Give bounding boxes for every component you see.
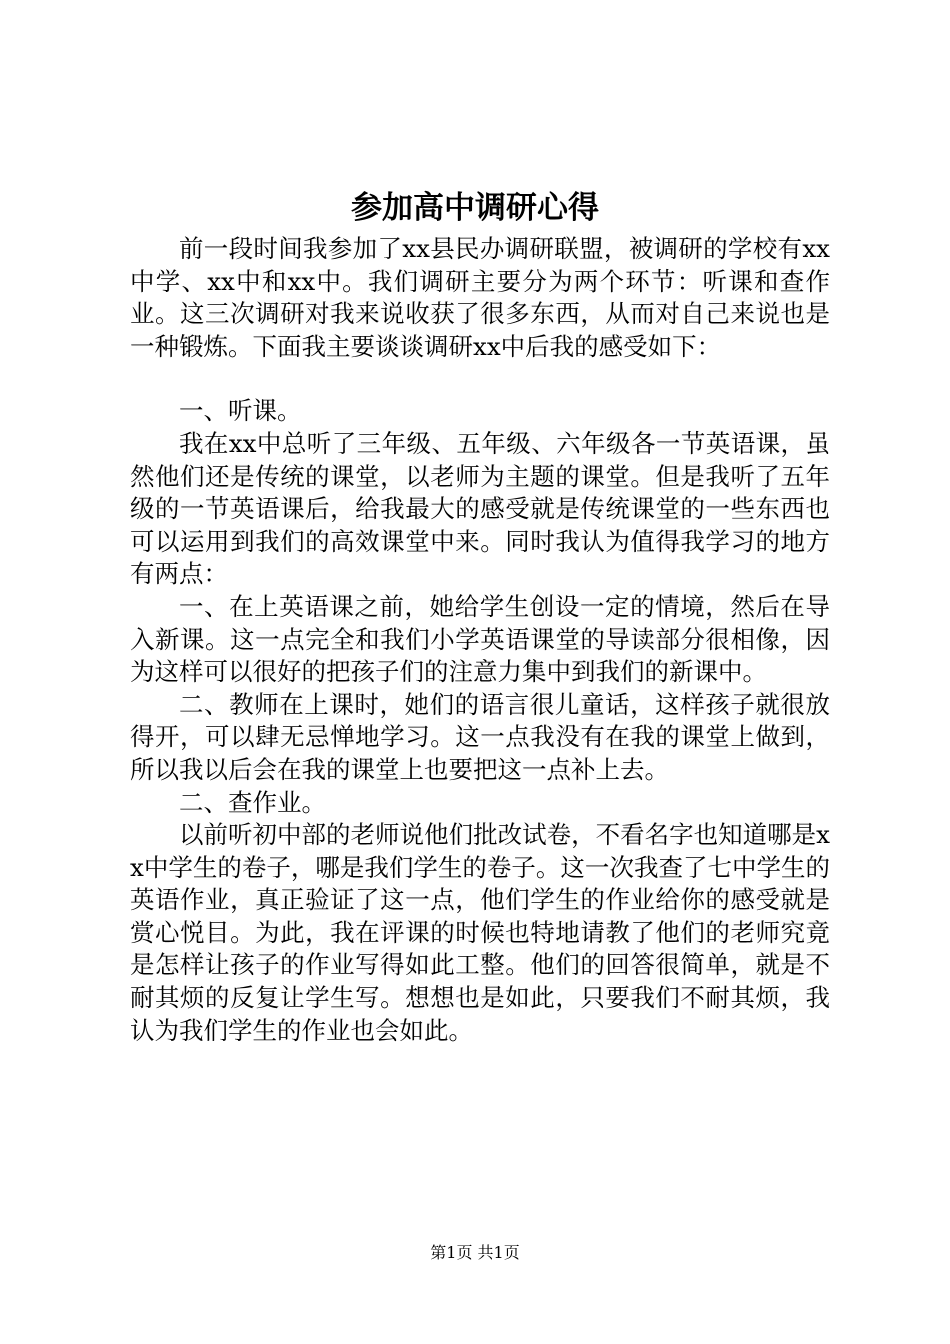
paragraph-point-two: 二、教师在上课时，她们的语言很儿童话，这样孩子就很放得开，可以肆无忌惮地学习。这一点我没有在我的课堂上做到，所以我以后会在我的课堂上也要把这一点补上去。 (130, 689, 830, 784)
document-body (130, 233, 830, 1047)
page-footer: 第1页 共1页 (430, 1243, 520, 1262)
paragraph-gap (130, 363, 830, 395)
paragraph-homework: 以前听初中部的老师说他们批改试卷，不看名字也知道哪是xx中学生的卷子，哪是我们学生的卷子。这一次我查了七中学生的英语作业，真正验证了这一点，他们学生的作业给你的感受就是赏心悦目。为此，我在评课的时候也特地请教了他们的老师究竟是怎样让孩子的作业写得如此工整。他们的回答很简单，就是不耐其烦的反复让学生写。想想也是如此，只要我们不耐其烦，我认为我们学生的作业也会如此。 (130, 820, 830, 1045)
paragraph-listening: 我在xx中总听了三年级、五年级、六年级各一节英语课，虽然他们还是传统的课堂，以老师为主题的课堂。但是我听了五年级的一节英语课后，给我最大的感受就是传统课堂的一些东西也可以运用到我们的高效课堂中来。同时我认为值得我学习的地方有两点： (130, 428, 830, 589)
document-title: 参加高中调研心得 (351, 190, 599, 226)
section-heading-listening: 一、听课。 (179, 396, 302, 426)
paragraph-point-one: 一、在上英语课之前，她给学生创设一定的情境，然后在导入新课。这一点完全和我们小学英语课堂的导读部分很相像，因为这样可以很好的把孩子们的注意力集中到我们的新课中。 (130, 591, 830, 687)
section-heading-homework: 二、查作业。 (179, 787, 326, 817)
paragraph-intro: 前一段时间我参加了xx县民办调研联盟，被调研的学校有xx中学、xx中和xx中。我们调研主要分为两个环节：听课和查作业。这三次调研对我来说收获了很多东西，从而对自己来说也是一种锻炼。下面我主要谈谈调研xx中后我的感受如下： (130, 234, 830, 361)
